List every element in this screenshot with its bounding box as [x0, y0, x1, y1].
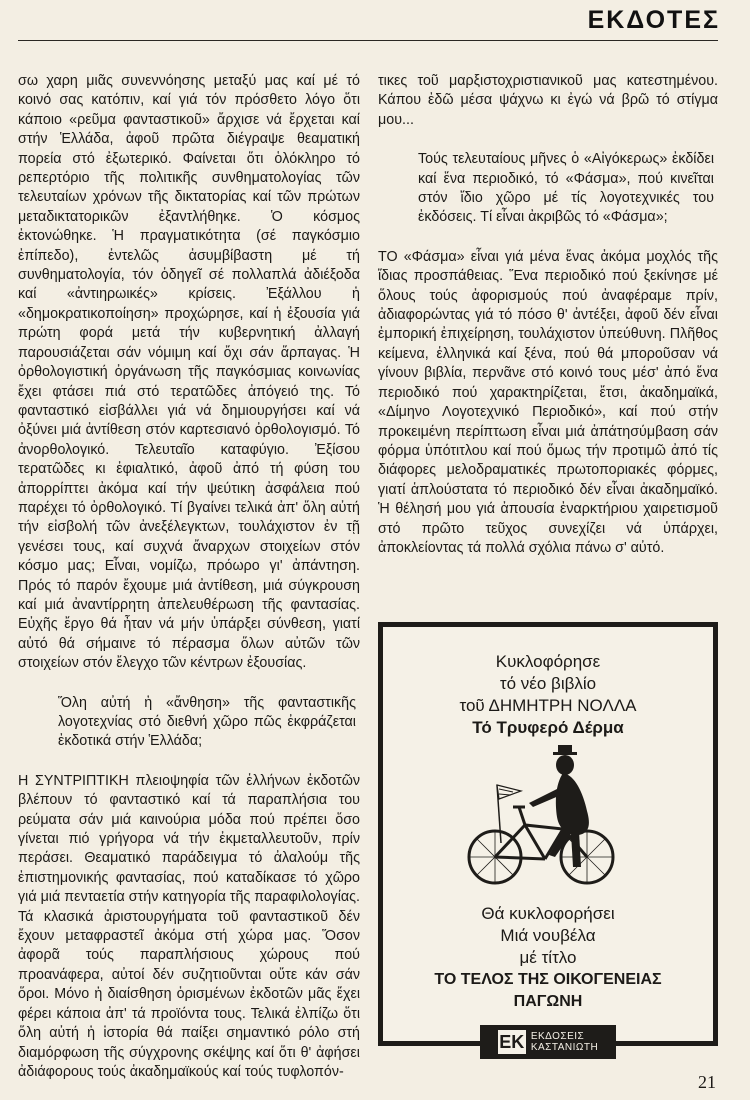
page-number: 21 — [698, 1072, 716, 1092]
body-paragraph: τικες τοῦ μαρξιστοχριστιανικοῦ μας κατεστημένου. Κάπου ἐδῶ μέσα ψάχνω κι ἐγώ νά βρῶ τό στίγμα μου... — [378, 73, 718, 128]
ad-line: τό νέο βιβλίο — [499, 674, 597, 693]
section-title: ΕΚΔΟΤΕΣ — [587, 6, 720, 34]
left-column — [18, 72, 360, 1082]
ad-line: Κυκλοφόρησε — [495, 652, 601, 671]
publisher-logo — [480, 1025, 616, 1059]
interview-question: Τούς τελευταίους μῆνες ὁ «Αἰγόκερως» ἐκδίδει καί ἕνα περιοδικό, τό «Φάσμα», πού κινεῖται στόν ἴδιο χῶρο μέ τίς λογοτεχνικές του ἐκδόσεις. Τί εἶναι ἀκριβῶς τό «Φάσμα»; — [418, 151, 714, 226]
book-advertisement — [378, 622, 718, 1053]
ad-line: Θά κυκλοφορήσει — [481, 904, 615, 923]
publisher-name: ΚΑΣΤΑΝΙΩΤΗ — [530, 1042, 599, 1053]
body-paragraph: ΤΟ «Φάσμα» εἶναι γιά μένα ἕνας ἀκόμα μοχλός τῆς ἴδιας προσπάθειας. Ἕνα περιοδικό πού ξεκίνησε μέ ὅλους τούς ἀφορισμούς πού ἀναφέραμε πρίν, ἀδιαφορώντας γιά τό πόσο θ' ἀντέξει, ἀφοῦ δέν εἶναι ἐμπορική ἐπιχείρηση, τουλάχιστον ὑπεύθυνη. Πλῆθος κείμενα, ἑλληνικά καί ξένα, πού θά μποροῦσαν νά γίνουν βιβλία, περνᾶνε στό κοινό τους μέσ' ἀπό ἕνα περιοδικό πού χαρακτηρίζεται, ἔτσι, ἀκαδημαϊκά, «Δίμηνο Λογοτεχνικό Περιοδικό», καί πού στήν προκειμένη περίπτωση εἶναι μιά ἀπάτησύμβαση σάν φόρμα ὑπότιτλου καί πού ὅμως τήν προτιμῶ ἀπό τίς διάφορες μελοδραματικές πρωτοποριακές φόρμες, γιατί ἁπλούστατα τό περιοδικό δέν εἶναι ἀκαδημαϊκό. Ἡ θέλησή μου γιά ἀπουσία ἐναρκτήριου χαιρετισμοῦ στό πρῶτο τεῦχος συνεχίζει νά ὑπάρχει, ἀποκλείοντας τά πολλά σχόλια πάνω σ' αὐτό. — [378, 248, 718, 556]
ad-line: Μιά νουβέλα — [500, 926, 596, 945]
right-column — [378, 72, 718, 558]
publisher-name: ΕΚΔΟΣΕΙΣ — [530, 1031, 585, 1042]
ad-line: μέ τίτλο — [519, 948, 577, 967]
body-paragraph: σω χαρη μιᾶς συνεννόησης μεταξύ μας καί μέ τό κοινό σας κατόπιν, καί γιά τόν πρόσθετο λόγο ὅτι κάποιο «ρεῦμα φανταστικοῦ» ἄρχισε νά ἔρχεται καί στήν Ἑλλάδα, ἀφοῦ πρῶτα διέγραψε θεαματική πορεία στό ἐξωτερικό. Φαίνεται ὅτι ὁλόκληρο τό ρεπερτόριο τῆς πολιτικῆς συνθηματολογίας τῶν τελευταίων χρόνων τῆς δικτατορίας καί τῶν πρώτων μεταδικτατορικῶν ἐξαντλήθηκε. Ὁ κόσμος ἐκτονώθηκε. Ἡ πραγματικότητα (σέ παγκόσμιο ἐπίπεδο), ἐντελῶς ἀσυμβίβαστη μέ τή συνθηματολογία, τόν ὁδηγεῖ σέ πολλαπλά ἀδιέξοδα καί «ἀντιηρωικές» κρίσεις. Ἐξάλλου ἡ «δημοκρατικοποίηση» προχώρησε, καί ἡ ἐξουσία γιά πρώτη φορά μετά τήν κυβερνητική ἀλλαγή παρουσιάζεται σάν νόμιμη καί ὄχι σάν ἅρπαγας. Ἡ ὀρθολογιστική ὀργάνωση τῆς παγκόσμιας κοινωνίας ἔχει φτάσει πιά στό τερατῶδες ἀπόγειό της. Τό φανταστικό εἰσβάλλει γιά νά δημιουργήσει καί νά ὀξύνει μιά ἀντίθεση στόν καρτεσιανό ὀρθολογισμό. Τό ἀνορθολογικό. Τελευταῖο καταφύγιο. Ἐξίσου τερατῶδες κι ἐφιαλτικό, ἀφοῦ ἀπό τή φύση του ἀπορρίπτει ἀκόμα καί τήν ψεύτικη ἀσφάλεια πού παρέχει τό ὀρθολογικό. Τί βγαίνει τελικά ἀπ' ὅλη αὐτή τήν εἰσβολή τῶν ἀνεξέλεγκτων, τουλάχιστον ἐν τῇ γενέσει τους, καί συχνά ἄναρχων στοιχείων στόν κόσμο μας; Εἶναι, νομίζω, πρόωρο γι' ἀπάντηση. Πρός τό παρόν ἔχουμε μιά ἀντίθεση, μιά σύγκρουση καί μιά ἀναντίρρητη ἀπελευθέρωση τῆς φαντασίας. Εὐχῆς ἔργο θά ἦταν νά μήν ὑπάρξει σύνθεση, γιατί αὐτό θά σήμαινε τό πέρασμα ὅλων αὐτῶν τῶν στοιχείων στόν ἔλεγχο τῶν κέντρων ἐξουσίας. — [18, 73, 360, 672]
ad-novel-title: ΠΑΓΩΝΗ — [513, 993, 583, 1010]
header-rule — [18, 40, 718, 41]
ad-book-title: Τό Τρυφερό Δέρμα — [472, 718, 624, 737]
interview-question: Ὅλη αὐτή ἡ «ἄνθηση» τῆς φανταστικῆς λογοτεχνίας στό διεθνή χῶρο πῶς ἐκφράζεται ἐκδοτικά στήν Ἑλλάδα; — [58, 694, 356, 750]
body-paragraph: Η ΣΥΝΤΡΙΠΤΙΚΗ πλειοψηφία τῶν ἑλλήνων ἐκδοτῶν βλέπουν τό φανταστικό καί τά παραπλήσια του ρεύματα σάν μιά καινούρια μόδα πού πρέπει ὅσο γίνεται πιό γρήγορα νά τήν ἐκμεταλλευτοῦν, πρίν περάσει. Θεαματικό παράδειγμα τό ἀλαλούμ τῆς ἐπιστημονικής φαντασίας, πού καταδίκασε τό χῶρο γιά μιά πενταετία στήν κατηγορία τῆς παραφιλολογίας. Τά κλασικά ἀριστουργήματα τοῦ φανταστικοῦ δέν ἔχουν μεταφραστεῖ ἀκόμα στή χώρα μας. Ὅσον ἀφορᾶ τούς παραπλήσιους χώρους πού προανάφερα, αὐτοί δέν συζητιοῦνται οὔτε κάν σάν ὅροι. Μόνο ἡ διαίσθηση ὁρισμένων ἐκδοτῶν μᾶς ἔχει φέρει κάποια ἀπ' τά προϊόντα τους. Τελικά ἐλπίζω ὅτι ὅλη αὐτή ἡ ἱστορία θά παίξει σημαντικό ρόλο στή διαμόρφωση τῆς σύγχρονης σκέψης καί ὅτι θ' ἀφήσει ἀδιάφορους τούς ἀκαδημαϊκούς καί τούς τυφλοπόν- — [18, 772, 360, 1080]
ad-author-line: τοῦ ΔΗΜΗΤΡΗ ΝΟΛΛΑ — [459, 696, 637, 715]
publisher-logo-mark: ΕΚ — [499, 1032, 525, 1052]
cyclist-illustration — [463, 745, 633, 895]
ad-novel-title: ΤΟ ΤΕΛΟΣ ΤΗΣ ΟΙΚΟΓΕΝΕΙΑΣ — [434, 971, 662, 988]
